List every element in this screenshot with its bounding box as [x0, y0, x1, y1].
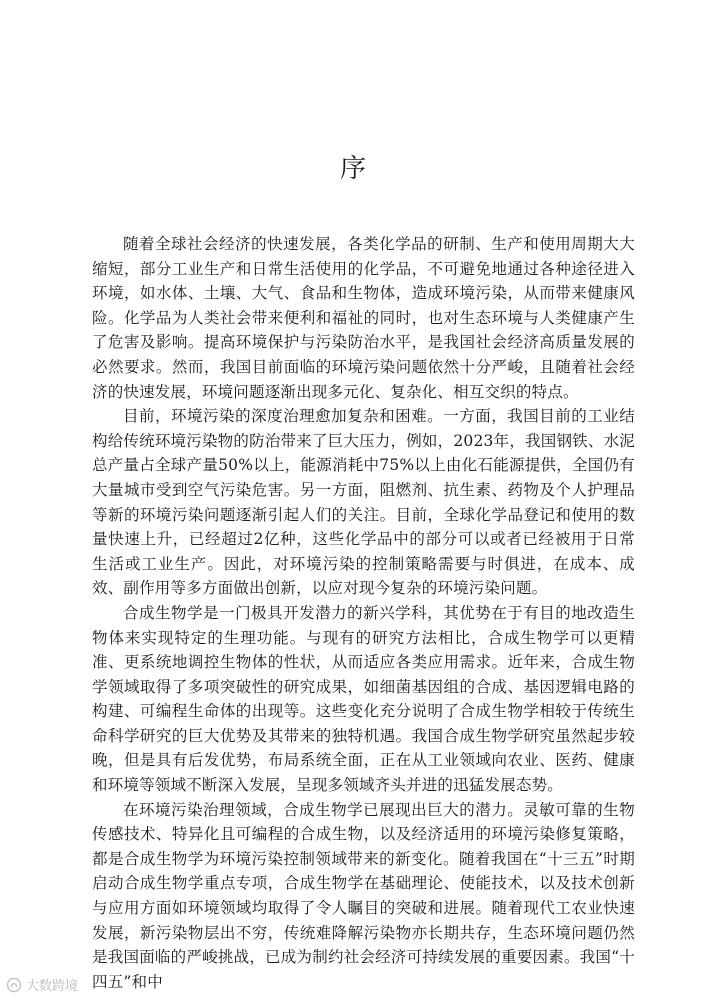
paragraph-3: 合成生物学是一门极具开发潜力的新兴学科，其优势在于有目的地改造生物体来实现特定的生理功能。与现有的研究方法相比，合成生物学可以更精准、更系统地调控生物体的性状，从而适应各类应用需求。近年来，合成生物学领域取得了多项突破性的研究成果，如细菌基因组的合成、基因逻辑电路的构建、可编程生命体的出现等。这些变化充分说明了合成生物学相较于传统生命科学研究的巨大优势及其带来的独特机遇。我国合成生物学研究虽然起步较晚，但是具有后发优势，布局系统全面，正在从工业领域向农业、医药、健康和环境等领域不断深入发展，呈现多领域齐头并进的迅猛发展态势。 [92, 603, 635, 795]
paragraph-1: 随着全球社会经济的快速发展，各类化学品的研制、生产和使用周期大大缩短，部分工业生产和日常生活使用的化学品，不可避免地通过各种途径进入环境，如水体、土壤、大气、食品和生物体，造成环境污染，从而带来健康风险。化学品为人类社会带来便利和福祉的同时，也对生态环境与人类健康产生了危害及影响。提高环境保护与污染防治水平，是我国社会经济高质量发展的必然要求。然而，我国目前面临的环境污染问题依然十分严峻，且随着社会经济的快速发展，环境问题逐渐出现多元化、复杂化、相互交织的特点。 [92, 235, 635, 401]
page-title: 序 [339, 154, 368, 184]
paragraph-2: 目前，环境污染的深度治理愈加复杂和困难。一方面，我国目前的工业结构给传统环境污染物的防治带来了巨大压力，例如，2023年，我国钢铁、水泥总产量占全球产量50%以上，能源消耗中75%以上由化石能源提供，全国仍有大量城市受到空气污染危害。另一方面，阻燃剂、抗生素、药物及个人护理品等新的环境污染问题逐渐引起人们的关注。目前，全球化学品登记和使用的数量快速上升，已经超过2亿种，这些化学品中的部分可以或者已经被用于日常生活或工业生产。因此，对环境污染的控制策略需要与时俱进，在成本、成效、副作用等多方面做出创新，以应对现今复杂的环境污染问题。 [92, 407, 635, 598]
watermark-logo-icon [6, 977, 22, 993]
preface-body [92, 232, 635, 994]
paragraph-4: 在环境污染治理领域，合成生物学已展现出巨大的潜力。灵敏可靠的生物传感技术、特异化且可编程的合成生物，以及经济适用的环境污染修复策略，都是合成生物学为环境污染控制领域带来的新变化。随着我国在“十三五”时期启动合成生物学重点专项，合成生物学在基础理论、使能技术，以及技术创新与应用方面如环境领域均取得了令人瞩目的突破和进展。随着现代工农业快速发展，新污染物层出不穷，传统难降解污染物亦长期共存，生态环境问题仍然是我国面临的严峻挑战，已成为制约社会经济可持续发展的重要因素。我国“十四五”和中 [92, 800, 635, 991]
watermark-text: 大数跨境 [26, 979, 79, 994]
watermark [6, 975, 78, 994]
